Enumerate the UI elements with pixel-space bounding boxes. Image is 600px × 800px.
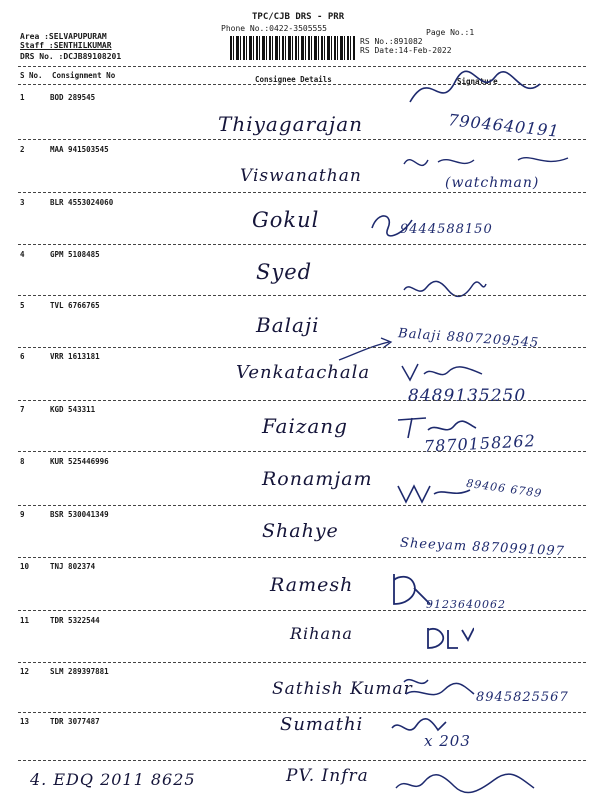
consignee-name: Ronamjam [262,468,373,490]
signature-number: 89406 6789 [465,476,544,501]
col-consignee: Consignee Details [255,75,332,84]
consignment-number: TDR 3077487 [50,717,100,726]
consignee-name: Venkatachala [236,362,371,383]
drs-number: DRS No. :DCJB89108201 [20,52,122,61]
consignment-number: MAA 941503545 [50,145,109,154]
signature-scribble [400,62,550,122]
consignee-name: Ramesh [270,574,354,596]
row-separator [18,662,586,663]
row-number: 5 [20,301,25,310]
signature-scribble [392,414,482,440]
consignee-name: Thiyagarajan [218,112,364,136]
consignee-name: Rihana [290,624,353,643]
consignment-number: VRR 1613181 [50,352,100,361]
signature-number: (watchman) [445,175,540,191]
signature-scribble [388,570,438,610]
row-separator [18,712,586,713]
signature-scribble [400,276,490,300]
signature-scribble [394,478,474,508]
signature-number: 7870158262 [423,431,537,456]
consignment-number: TDR 5322544 [50,616,100,625]
row-number: 2 [20,145,25,154]
footer-note: 4. EDQ 2011 8625 [30,770,196,789]
row-separator [18,760,586,761]
consignee-name: Syed [256,260,313,284]
col-consignment: Consignment No [52,71,116,80]
row-number: 9 [20,510,25,519]
consignment-number: GPM 5108485 [50,250,100,259]
row-number: 11 [20,616,30,625]
row-separator [18,400,586,401]
signature-number: Balaji 8807209545 [397,326,540,351]
consignee-name: Sathish Kumar [272,679,413,699]
consignee-name: Shahye [262,520,339,542]
signature-number: 9444588150 [400,222,493,237]
consignee-name: Sumathi [280,714,364,735]
sheet-title: TPC/CJB DRS - PRR [252,12,345,22]
consignment-number: BSR 530041349 [50,510,109,519]
signature-number: 8945825567 [476,690,569,705]
signature-scribble [388,716,478,742]
rs-date: RS Date:14-Feb-2022 [360,46,452,55]
staff-label: Staff :SENTHILKUMAR [20,41,112,50]
consignment-number: BLR 4553024060 [50,198,114,207]
consignee-name: Gokul [252,208,320,232]
row-separator [18,505,586,506]
signature-number: 9123640062 [426,598,506,611]
signature-scribble [390,768,540,798]
consignee-name: Balaji [256,313,320,337]
col-signature: Signature [457,77,498,86]
consignment-number: KUR 525446996 [50,457,109,466]
row-separator [18,244,586,245]
row-number: 7 [20,405,25,414]
row-number: 8 [20,457,25,466]
rs-number: RS No.:891082 [360,37,423,46]
row-separator [18,192,586,193]
row-separator [18,347,586,348]
row-number: 4 [20,250,25,259]
row-separator [18,295,586,296]
page-number: Page No.:1 [426,28,475,37]
row-separator [18,557,586,558]
row-number: 1 [20,93,25,102]
consignment-number: TVL 6766765 [50,301,100,310]
consignment-number: KGD 543311 [50,405,96,414]
row-separator [18,451,586,452]
consignment-number: BOD 289545 [50,93,96,102]
signature-number: x 203 [424,732,471,750]
signature-number: 7904640191 [447,110,561,141]
signature-scribble [368,210,418,240]
row-number: 13 [20,717,30,726]
signature-scribble [398,148,578,178]
consignee-name: Viswanathan [240,166,362,186]
row-separator [18,139,586,140]
row-separator [18,610,586,611]
consignment-number: TNJ 802374 [50,562,96,571]
signature-number: 8489135250 [408,386,527,406]
consignee-name: Faizang [262,414,348,438]
footer-consignee: PV. Infra [286,766,369,786]
row-number: 3 [20,198,25,207]
area-label: Area :SELVAPUPURAM [20,32,107,41]
signature-number: Sheeyam 8870991097 [399,535,566,560]
signature-scribble [424,624,474,654]
signature-scribble [398,672,478,712]
phone-number: Phone No.:0422-3505555 [221,24,327,33]
barcode [230,36,355,60]
col-sno: S No. [20,71,43,80]
row-number: 12 [20,667,30,676]
signature-scribble [398,360,488,384]
row-number: 10 [20,562,30,571]
consignment-number: SLM 289397881 [50,667,109,676]
row-number: 6 [20,352,25,361]
